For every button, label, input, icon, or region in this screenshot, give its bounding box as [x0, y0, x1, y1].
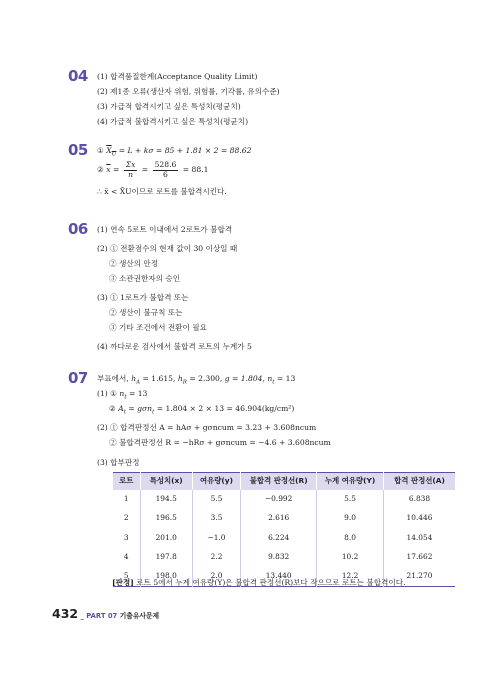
- table-cell: 6.224: [241, 528, 317, 547]
- question-number-05: 05: [68, 141, 88, 159]
- q06-part-2-item-3: ③ 소관권한자의 승인: [109, 274, 181, 283]
- table-cell: 10.2: [317, 548, 384, 567]
- page-footer: [52, 606, 159, 621]
- table-cell: 5.5: [317, 490, 384, 509]
- q05-line-1: [97, 146, 251, 158]
- q06-part-4: (4) 까다로운 검사에서 불합격 로트의 누계가 5: [97, 342, 252, 351]
- col-header-margin: 여유량(y): [192, 473, 240, 491]
- q07-intro-label: 부표에서,: [97, 374, 129, 383]
- q04-line-3: (3) 가급적 합격시키고 싶은 특성치(평균치): [97, 102, 241, 111]
- table-cell: 21.270: [383, 567, 455, 587]
- col-header-accept-line: 합격 판정선(A): [383, 473, 455, 491]
- q05-result: = 88.1: [182, 165, 209, 175]
- table-cell: 194.5: [140, 490, 192, 509]
- q06-part-2-item-2: ② 생산의 안정: [109, 259, 159, 268]
- q04-line-4: (4) 가급적 불합격시키고 싶은 특성치(평균치): [97, 117, 249, 126]
- q05-xbar-symbol: $\overline{x}$: [106, 165, 111, 175]
- table-cell: 1: [123, 494, 129, 504]
- page-number: 432: [52, 606, 79, 621]
- table-cell: 13.440: [241, 567, 317, 587]
- table-cell: −1.0: [192, 528, 240, 547]
- q07-part-1-item-1: (1) ① $n_t = 13$: [97, 389, 148, 401]
- q07-part-2-item-1: (2) ① 합격판정선 A = hAσ + gσncum = 3.23 + 3.608ncum: [97, 423, 317, 432]
- table-cell: −0.992: [241, 490, 317, 509]
- q07-part-2-item-2: ② 불합격판정선 R = −hRσ + gσncum = −4.6 + 3.608ncum: [109, 438, 331, 447]
- question-number-04: 04: [68, 67, 88, 85]
- q07-p1-marker: (1) ①: [97, 389, 117, 398]
- q06-part-1: (1) 연속 5로트 이내에서 2로트가 불합격: [97, 225, 233, 234]
- table-cell: 2.0: [192, 567, 240, 587]
- q05-marker-2: ②: [97, 165, 104, 175]
- table-cell: 2.616: [241, 509, 317, 528]
- table-cell: 197.8: [140, 548, 192, 567]
- table-row: [113, 528, 455, 547]
- q05-xu-symbol: $X_U$: [106, 146, 117, 158]
- table-cell: 9.0: [317, 509, 384, 528]
- q07-p1-marker-2: ②: [109, 404, 116, 413]
- q07-hr-value: = 2.300,: [189, 374, 223, 383]
- table-cell: 14.054: [383, 528, 455, 547]
- q05-fraction-sum: [124, 161, 138, 179]
- q07-at-value: = 1.804 × 2 × 13 = 46.904(kg/cm²): [156, 404, 295, 413]
- col-header-lot: 로트: [113, 473, 140, 491]
- q07-ha-value: = 1.615,: [142, 374, 176, 383]
- q07-p1-nt: = 13: [128, 389, 148, 398]
- question-number-07: 07: [68, 369, 88, 387]
- table-row: [113, 548, 455, 567]
- table-cell: 2.2: [192, 548, 240, 567]
- table-cell: 3: [123, 532, 129, 542]
- table-cell: 9.832: [241, 548, 317, 567]
- q06-part-3-item-2: ② 생산이 불규칙 또는: [109, 308, 183, 317]
- q05-fraction-value: [153, 161, 179, 179]
- q06-part-3-item-1: (3) ① 1로트가 불합격 또는: [97, 293, 189, 302]
- table-cell: 4: [123, 551, 129, 561]
- q06-part-2-item-1: (2) ① 전환점수의 현재 값이 30 이상일 때: [97, 244, 238, 253]
- table-cell: 6.838: [383, 490, 455, 509]
- q05-frac-den-2: 6: [163, 169, 168, 179]
- q07-g-value: g = 1.804,: [224, 374, 265, 383]
- col-header-cumulative-margin: 누계 여유량(Y): [317, 473, 384, 491]
- col-header-reject-line: 불합격 판정선(R): [241, 473, 317, 491]
- q05-line-2: ② $\overline{x}$ = $\frac{\Sigma x}{n}$ = $\frac{528.6}{6}$ = 88.1: [97, 160, 209, 179]
- table-cell: 8.0: [317, 528, 384, 547]
- table-cell: 2: [123, 513, 129, 523]
- table-header-row: [113, 473, 455, 491]
- table-cell: 196.5: [140, 509, 192, 528]
- q05-frac-num-2: 528.6: [154, 160, 177, 169]
- table-cell: 3.5: [192, 509, 240, 528]
- verdict-tag: [판정]: [112, 578, 134, 587]
- table-cell: 201.0: [140, 528, 192, 547]
- q06-part-3-item-3: ③ 기타 조건에서 전환이 필요: [109, 323, 207, 332]
- q07-nt-value: = 13: [276, 374, 296, 383]
- q05-formula-1: = L + kσ = 85 + 1.81 × 2 = 88.62: [118, 146, 252, 155]
- table-cell: 198.0: [140, 567, 192, 587]
- q04-line-1: (1) 합격품질한계(Acceptance Quality Limit): [97, 72, 258, 81]
- table-row: [113, 509, 455, 528]
- q05-marker-1: ①: [97, 146, 104, 155]
- q05-frac-num-1: Σx: [125, 160, 136, 169]
- q07-intro: 부표에서, $h_A = 1.615$, $h_R = 2.300$, g = 1.804, $n_t = 13$: [97, 374, 296, 386]
- verdict-text: 로트 5에서 누계 여유량(Y)은 불합격 판정선(R)보다 작으므로 로트는 불합격이다.: [136, 578, 406, 587]
- q07-part-3-heading: (3) 합부판정: [97, 458, 140, 467]
- q07-verdict: [112, 578, 405, 587]
- table-cell: 10.446: [383, 509, 455, 528]
- table-cell: 5: [123, 570, 129, 580]
- q05-conclusion: ∴ x̄ < X̄U이므로 로트를 불합격시킨다.: [97, 187, 227, 196]
- q07-at-formula: = gσn: [128, 404, 153, 413]
- table-cell: 5.5: [192, 490, 240, 509]
- q04-line-2: (2) 제1종 오류(생산자 위험, 위험률, 기각률, 유의수준): [97, 87, 280, 96]
- q05-frac-den-1: n: [128, 169, 134, 179]
- section-title: 기출유사문제: [119, 612, 160, 620]
- table-cell: 17.662: [383, 548, 455, 567]
- question-number-06: 06: [68, 220, 88, 238]
- q07-part-1-item-2: ② $A_t = g\sigma n_t = 1.804 \times 2 \times 13 = 46.904(kg/cm^2)$: [109, 404, 295, 416]
- table-cell: 12.2: [317, 567, 384, 587]
- part-label: _ PART 07: [80, 612, 118, 620]
- table-row: [113, 490, 455, 509]
- decision-table: [113, 472, 455, 587]
- col-header-characteristic: 특성치(x): [140, 473, 192, 491]
